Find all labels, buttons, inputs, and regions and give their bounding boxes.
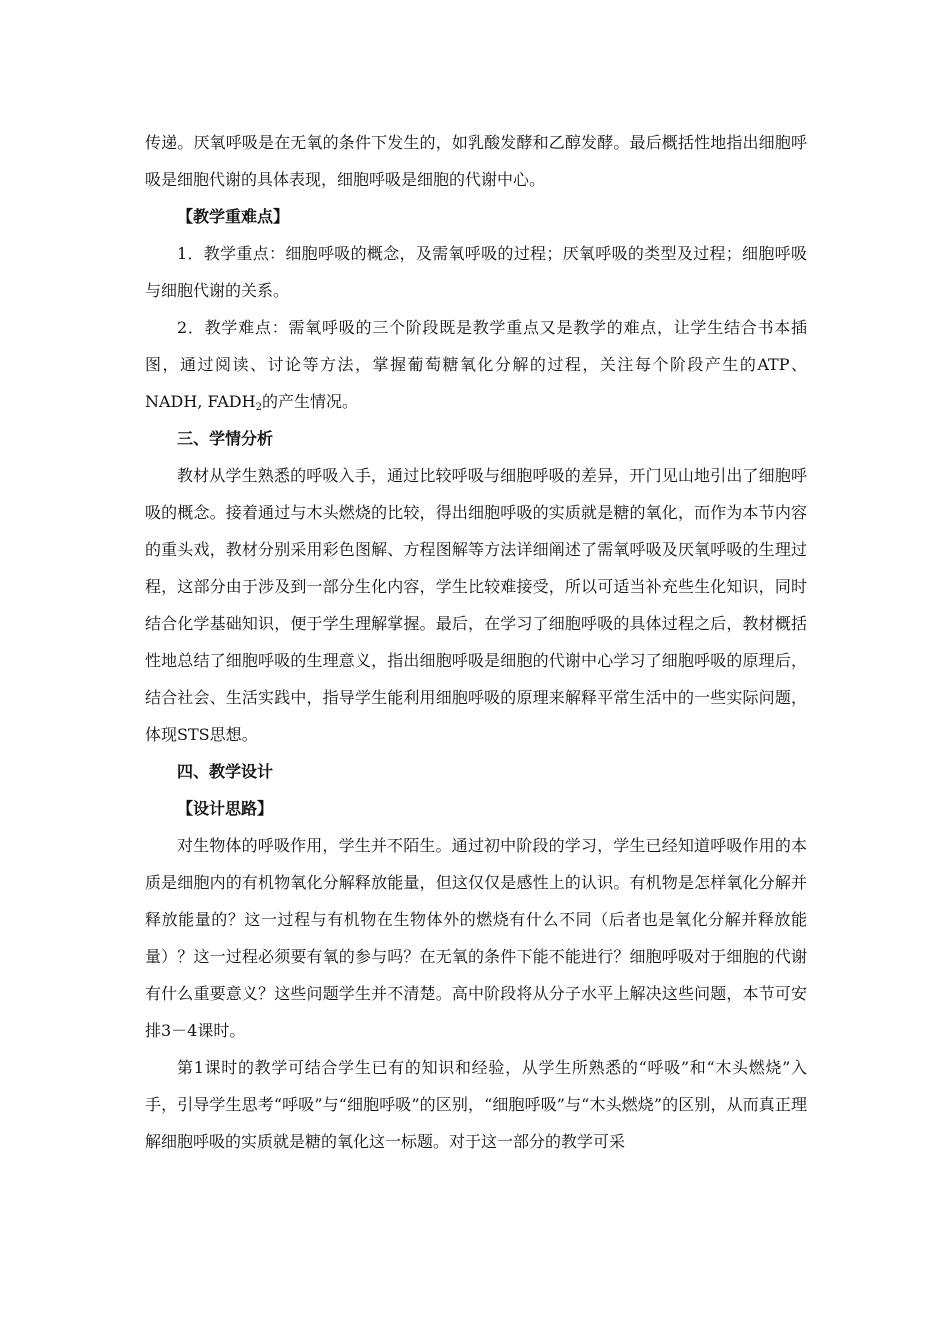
paragraph-key-point-2-text: 2．教学难点：需氧呼吸的三个阶段既是教学重点又是教学的难点，让学生结合书本插图，通过阅读、讨论等方法，掌握葡萄糖氧化分解的过程，关注每个阶段产生的ATP、NADH, FADH [145, 318, 807, 411]
document-body [145, 124, 807, 1160]
paragraph-design-idea-2: 第1课时的教学可结合学生已有的知识和经验，从学生所熟悉的“呼吸”和“木头燃烧”入手，引导学生思考“呼吸”与“细胞呼吸”的区别，“细胞呼吸”与“木头燃烧”的区别，从而真正理解细胞呼吸的实质就是糖的氧化这一标题。对于这一部分的教学可采 [145, 1058, 807, 1151]
paragraph-continuation: 传递。厌氧呼吸是在无氧的条件下发生的，如乳酸发酵和乙醇发酵。最后概括性地指出细胞呼吸是细胞代谢的具体表现，细胞呼吸是细胞的代谢中心。 [145, 133, 807, 189]
heading-teaching-design: 四、教学设计 [177, 762, 274, 781]
paragraph-key-point-2 [145, 309, 807, 420]
paragraph-design-idea-1: 对生物体的呼吸作用，学生并不陌生。通过初中阶段的学习，学生已经知道呼吸作用的本质是细胞内的有机物氧化分解释放能量，但这仅仅是感性上的认识。有机物是怎样氧化分解并释放能量的？这一过程与有机物在生物体外的燃烧有什么不同（后者也是氧化分解并释放能量）？这一过程必须要有氧的参与吗？在无氧的条件下能不能进行？细胞呼吸对于细胞的代谢有什么重要意义？这些问题学生并不清楚。高中阶段将从分子水平上解决这些问题，本节可安排3－4课时。 [145, 836, 807, 1040]
heading-learning-analysis: 三、学情分析 [177, 429, 274, 448]
paragraph-learning-analysis: 教材从学生熟悉的呼吸入手，通过比较呼吸与细胞呼吸的差异，开门见山地引出了细胞呼吸的概念。接着通过与木头燃烧的比较，得出细胞呼吸的实质就是糖的氧化，而作为本节内容的重头戏，教材分别采用彩色图解、方程图解等方法详细阐述了需氧呼吸及厌氧呼吸的生理过程，这部分由于涉及到一部分生化内容，学生比较难接受，所以可适当补充些生化知识，同时结合化学基础知识，便于学生理解掌握。最后，在学习了细胞呼吸的具体过程之后，教材概括性地总结了细胞呼吸的生理意义，指出细胞呼吸是细胞的代谢中心学习了细胞呼吸的原理后，结合社会、生活实践中，指导学生能利用细胞呼吸的原理来解释平常生活中的一些实际问题，体现STS思想。 [145, 466, 807, 744]
heading-key-difficult-points: 【教学重难点】 [177, 207, 290, 226]
heading-design-idea: 【设计思路】 [177, 799, 274, 818]
paragraph-key-point-1: 1．教学重点：细胞呼吸的概念，及需氧呼吸的过程；厌氧呼吸的类型及过程；细胞呼吸与细胞代谢的关系。 [145, 244, 807, 300]
paragraph-key-point-2-end: 的产生情况。 [261, 392, 358, 411]
fadh2-subscript: 2 [255, 402, 262, 413]
